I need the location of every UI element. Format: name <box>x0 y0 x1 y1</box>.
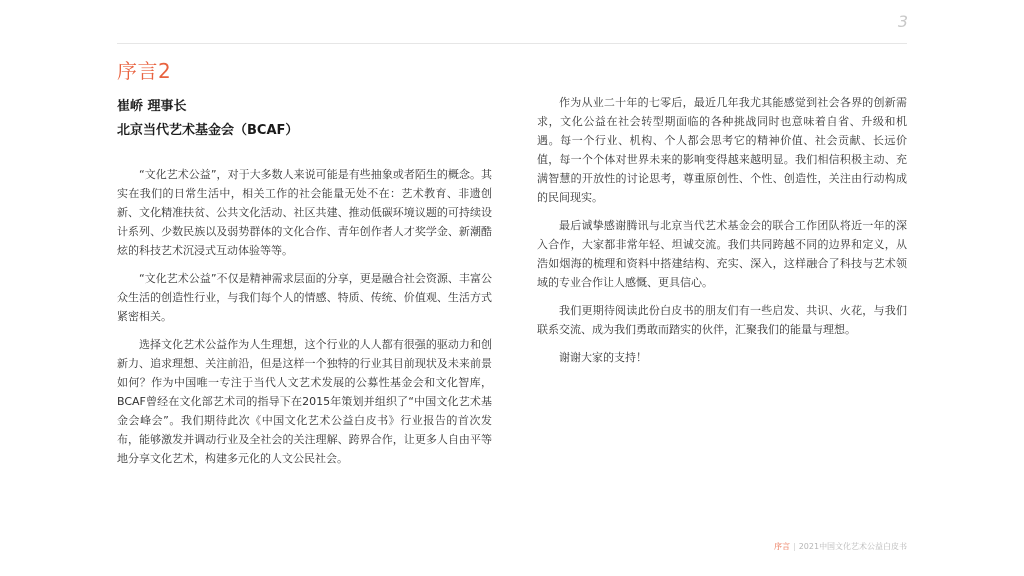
paragraph: “文化艺术公益”，对于大多数人来说可能是有些抽象或者陌生的概念。其实在我们的日常生活中，相关工作的社会能量无处不在：艺术教育、非遗创新、文化精准扶贫、公共文化活动、社区共建、推动低碳环境议题的可持续设计系列、少数民族以及弱势群体的文化合作、青年创作者人才奖学金、新潮酷炫的科技艺术沉浸式互动体验等等。 <box>117 168 492 257</box>
header-divider <box>117 43 907 44</box>
author-organization: 北京当代艺术基金会（BCAF） <box>117 123 299 138</box>
footer-title: 2021中国文化艺术公益白皮书 <box>798 542 908 551</box>
paragraph: 谢谢大家的支持！ <box>559 351 647 364</box>
paragraph: 最后诚挚感谢腾讯与北京当代艺术基金会的联合工作团队将近一年的深入合作，大家都非常年轻、坦诚交流。我们共同跨越不同的边界和定义，从浩如烟海的梳理和资料中搭建结构、充实、深入，这样融合了科技与艺术领域的专业合作让人感慨、更具信心。 <box>537 219 907 289</box>
page-number: 3 <box>897 12 908 31</box>
paragraph: 选择文化艺术公益作为人生理想，这个行业的人人都有很强的驱动力和创新力、追求理想、关注前沿，但是这样一个独特的行业其目前现状及未来前景如何？作为中国唯一专注于当代人文艺术发展的公募性基金会和文化智库，BCAF曾经在文化部艺术司的指导下在2015年策划并组织了“中国文化艺术基金会峰会”。我们期待此次《中国文化艺术公益白皮书》行业报告的首次发布，能够激发并调动行业及全社会的关注理解、跨界合作，让更多人自由平等地分享文化艺术，构建多元化的人文公民社会。 <box>117 338 492 465</box>
paragraph: 作为从业二十年的七零后，最近几年我尤其能感觉到社会各界的创新需求，文化公益在社会转型期面临的各种挑战同时也意味着自省、升级和机遇。每一个行业、机构、个人都会思考它的精神价值、社会贡献、长远价值，每一个个体对世界未来的影响变得越来越明显。我们相信积极主动、充满智慧的开放性的讨论思考，尊重原创性、个性、创造性，关注由行动构成的民间现实。 <box>537 96 907 204</box>
page-title: 序言2 <box>117 59 172 83</box>
author-name: 崔峤 理事长 <box>117 99 187 114</box>
footer-section: 序言 <box>774 542 790 551</box>
footer-separator: | <box>793 542 796 551</box>
right-column <box>537 93 907 376</box>
paragraph: “文化艺术公益”不仅是精神需求层面的分享，更是融合社会资源、丰富公众生活的创造性行业，与我们每个人的情感、特质、传统、价值观、生活方式紧密相关。 <box>117 272 492 323</box>
paragraph: 我们更期待阅读此份白皮书的朋友们有一些启发、共识、火花，与我们联系交流、成为我们勇敢而踏实的伙伴，汇聚我们的能量与理想。 <box>537 304 907 336</box>
page-footer <box>774 541 907 552</box>
left-column <box>117 165 492 477</box>
